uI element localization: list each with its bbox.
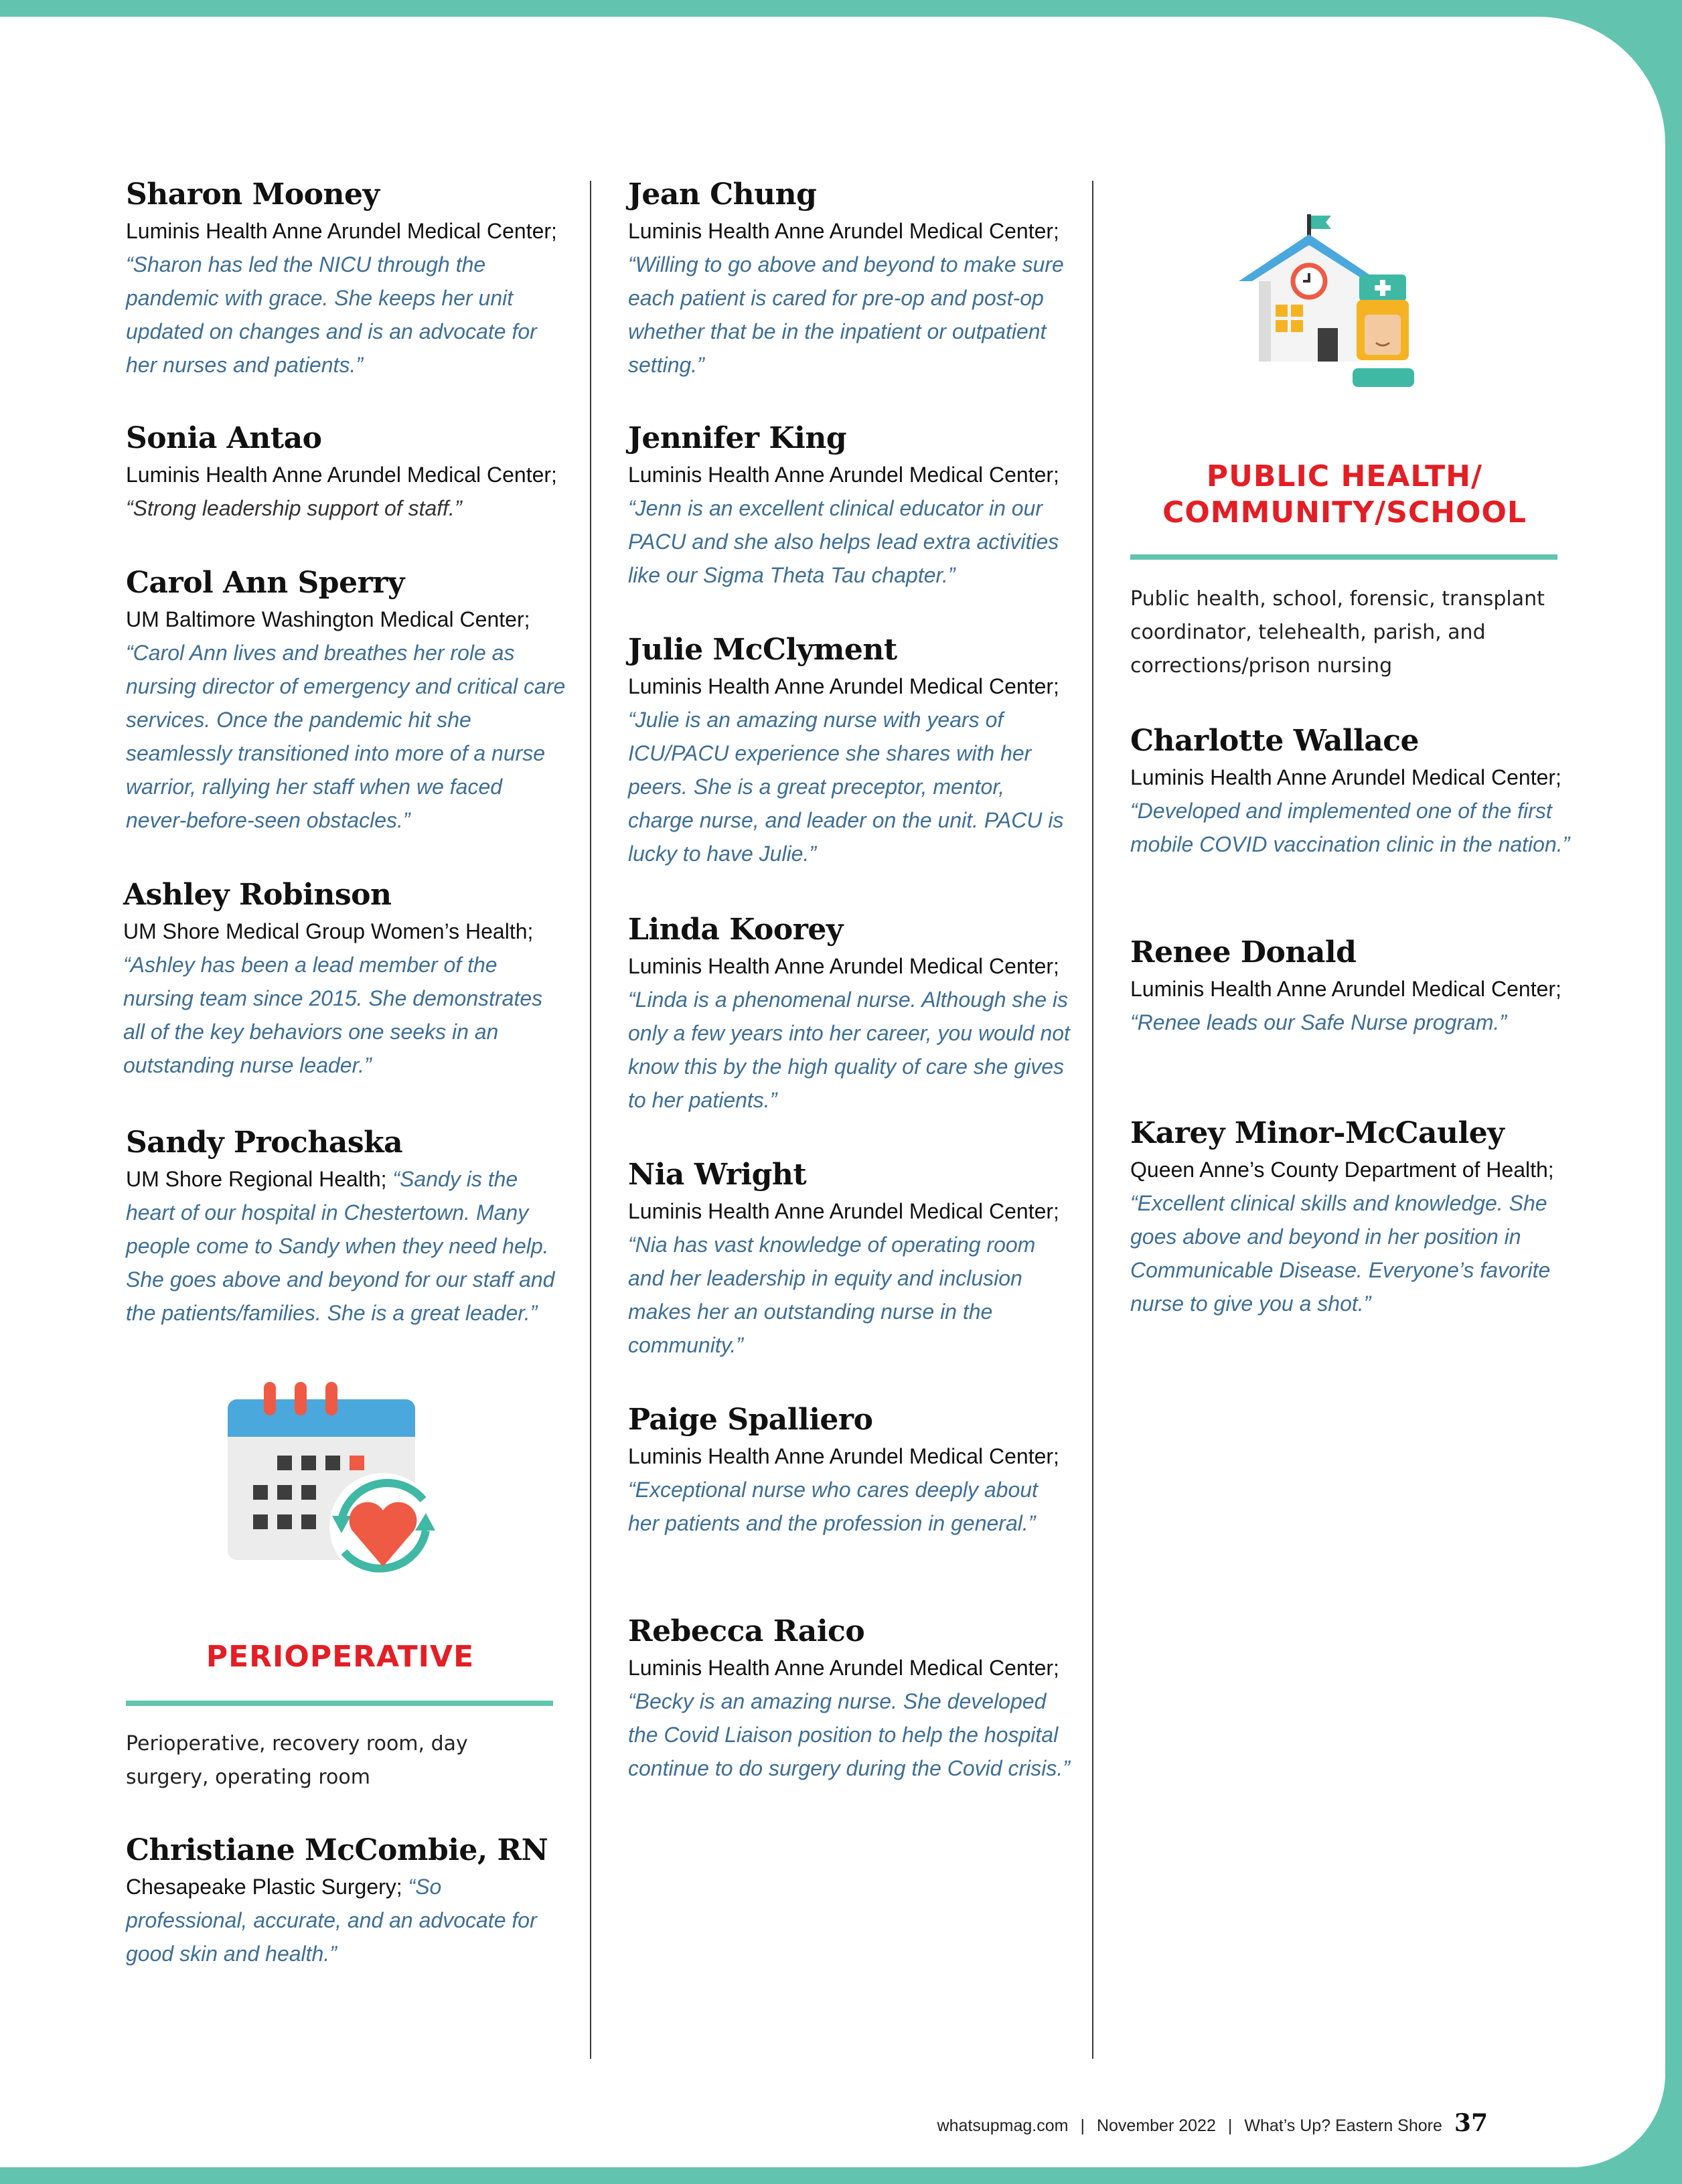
nominee-entry — [628, 1612, 1070, 1785]
nominee-entry — [126, 564, 568, 837]
section-title-public-health — [1130, 459, 1559, 531]
nominee-entry — [126, 175, 568, 382]
school-nurse-icon — [1239, 194, 1453, 395]
section-title-line: PUBLIC HEALTH/ — [1206, 459, 1483, 493]
column-divider — [590, 181, 591, 2059]
nominee-quote: “Developed and implemented one of the first mobile COVID vaccination clinic in the nation.” — [1130, 799, 1570, 856]
column-divider — [1092, 181, 1093, 2059]
nominee-quote: “So professional, accurate, and an advocate for good skin and health.” — [126, 1875, 537, 1966]
nominee-name: Karey Minor-McCauley — [1130, 1116, 1505, 1150]
nominee-name: Jennifer King — [628, 421, 847, 455]
nominee-org: Luminis Health Anne Arundel Medical Center; — [628, 954, 1059, 978]
nominee-name: Sandy Prochaska — [126, 1125, 403, 1160]
nominee-org: Luminis Health Anne Arundel Medical Center; — [628, 1656, 1059, 1680]
nominee-entry — [1130, 722, 1572, 861]
nominee-name: Carol Ann Sperry — [126, 566, 404, 600]
page-number: 37 — [1454, 2109, 1488, 2137]
nominee-org: UM Baltimore Washington Medical Center; — [126, 607, 530, 631]
nominee-org: Luminis Health Anne Arundel Medical Center; — [628, 674, 1059, 698]
nominee-org: UM Shore Medical Group Women’s Health; — [123, 919, 534, 943]
nominee-entry — [628, 1156, 1070, 1362]
nominee-quote: “Strong leadership support of staff.” — [126, 496, 462, 520]
nominee-name: Julie McClyment — [628, 633, 897, 667]
nominee-name: Christiane McCombie, RN — [126, 1833, 548, 1867]
nominee-quote: “Nia has vast knowledge of operating room and her leadership in equity and inclusion makes her an outstanding nurse in the community.” — [628, 1233, 1036, 1357]
nominee-entry — [628, 175, 1070, 382]
nominee-org: Luminis Health Anne Arundel Medical Center; — [126, 219, 557, 243]
nominee-name: Sonia Antao — [126, 421, 322, 455]
nominee-entry — [126, 1831, 568, 1970]
nominee-name: Nia Wright — [628, 1158, 807, 1192]
nominee-entry — [628, 631, 1070, 870]
nominee-quote: “Julie is an amazing nurse with years of ICU/PACU experience she shares with her peers. She is a great preceptor, mentor, charge nurse, and leader on the unit. PACU is lucky to have Julie.” — [628, 708, 1064, 866]
nominee-entry — [628, 419, 1070, 592]
section-rule — [126, 1701, 553, 1706]
nominee-quote: “Ashley has been a lead member of the nursing team since 2015. She demonstrates all of the key behaviors one seeks in an outstanding nurse leader.” — [123, 953, 543, 1077]
nominee-name: Paige Spalliero — [628, 1403, 873, 1437]
nominee-entry — [126, 419, 568, 525]
nominee-quote: “Becky is an amazing nurse. She developed the Covid Liaison position to help the hospital continue to do surgery during the Covid crisis.” — [628, 1689, 1070, 1780]
nominee-org: UM Shore Regional Health; — [126, 1167, 387, 1191]
nominee-org: Luminis Health Anne Arundel Medical Center; — [1130, 977, 1561, 1001]
nominee-name: Sharon Mooney — [126, 177, 380, 212]
nominee-quote: “Linda is a phenomenal nurse. Although she is only a few years into her career, you would not know this by the high quality of care she gives to her patients.” — [628, 988, 1070, 1112]
nominee-entry — [126, 1123, 568, 1330]
nominee-entry — [628, 1401, 1070, 1540]
calendar-heart-icon — [221, 1373, 475, 1587]
nominee-entry — [1130, 933, 1572, 1039]
nominee-org: Luminis Health Anne Arundel Medical Center; — [628, 1444, 1059, 1468]
nominee-org: Queen Anne’s County Department of Health; — [1130, 1158, 1554, 1182]
footer-site-link[interactable]: whatsupmag.com — [937, 2116, 1069, 2135]
nominee-org: Luminis Health Anne Arundel Medical Center; — [1130, 765, 1561, 789]
nominee-quote: “Excellent clinical skills and knowledge. She goes above and beyond in her position in Communicable Disease. Everyone’s favorite nurse to give you a shot.” — [1130, 1191, 1551, 1316]
nominee-quote: “Jenn is an excellent clinical educator in our PACU and she also helps lead extra activities like our Sigma Theta Tau chapter.” — [628, 496, 1059, 587]
footer-publication: What’s Up? Eastern Shore — [1244, 2116, 1442, 2135]
nominee-entry — [628, 911, 1070, 1117]
nominee-name: Renee Donald — [1130, 935, 1357, 969]
footer-separator: | — [1080, 2116, 1085, 2135]
nominee-org: Luminis Health Anne Arundel Medical Center; — [628, 1199, 1059, 1223]
nominee-name: Charlotte Wallace — [1130, 724, 1420, 758]
section-description: Perioperative, recovery room, day surgery, operating room — [126, 1732, 468, 1789]
nominee-quote: “Sandy is the heart of our hospital in Chestertown. Many people come to Sandy when they need help. She goes above and beyond for our staff and the patients/families. She is a great leader.” — [126, 1167, 555, 1325]
nominee-name: Rebecca Raico — [628, 1614, 865, 1648]
nominee-entry — [1130, 1114, 1572, 1320]
nominee-name: Linda Koorey — [628, 913, 843, 947]
page-footer — [937, 2109, 1488, 2137]
nominee-entry — [123, 876, 565, 1082]
nominee-quote: “Willing to go above and beyond to make sure each patient is cared for pre-op and post-op whether that be in the inpatient or outpatient setting.” — [628, 252, 1064, 377]
nominee-quote: “Carol Ann lives and breathes her role as nursing director of emergency and critical care services. Once the pandemic hit she seamlessly transitioned into more of a nurse warrior, rallying her staff when we faced never-before-seen obstacles.” — [126, 641, 566, 832]
nominee-quote: “Exceptional nurse who cares deeply about her patients and the profession in general.” — [628, 1478, 1038, 1535]
nominee-quote: “Sharon has led the NICU through the pandemic with grace. She keeps her unit updated on changes and is an advocate for her nurses and patients.” — [126, 252, 537, 377]
nominee-org: Luminis Health Anne Arundel Medical Center; — [628, 219, 1059, 243]
footer-separator: | — [1227, 2116, 1233, 2135]
nominee-org: Chesapeake Plastic Surgery; — [126, 1875, 402, 1899]
nominee-org: Luminis Health Anne Arundel Medical Center; — [126, 463, 557, 487]
footer-issue: November 2022 — [1096, 2116, 1216, 2135]
section-rule — [1130, 554, 1557, 560]
section-title-line: COMMUNITY/SCHOOL — [1162, 495, 1527, 530]
nominee-name: Ashley Robinson — [123, 878, 392, 912]
section-title-perioperative: PERIOPERATIVE — [206, 1640, 475, 1674]
nominee-org: Luminis Health Anne Arundel Medical Center; — [628, 463, 1059, 487]
nominee-name: Jean Chung — [628, 177, 817, 212]
nominee-quote: “Renee leads our Safe Nurse program.” — [1130, 1010, 1507, 1034]
section-description: Public health, school, forensic, transplant coordinator, telehealth, parish, and corrections/prison nursing — [1130, 587, 1545, 678]
